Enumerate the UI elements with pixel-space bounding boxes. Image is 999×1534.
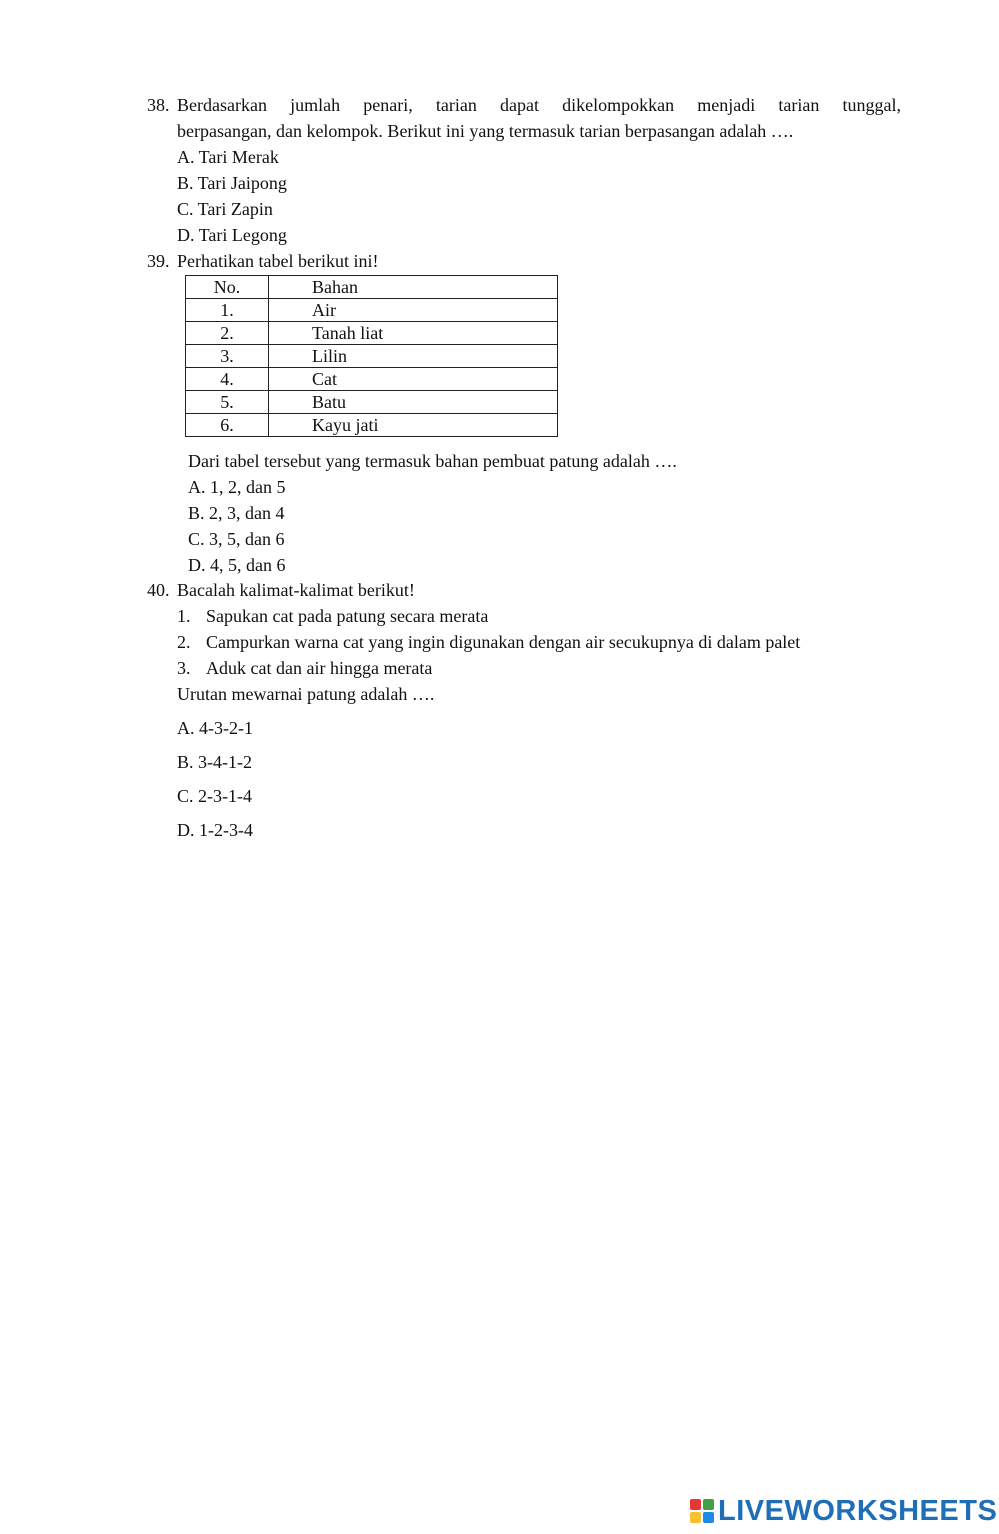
table-cell-no: 6. (186, 414, 269, 437)
q38-word: dapat (500, 95, 539, 115)
q38-option-a[interactable]: A. Tari Merak (177, 147, 279, 167)
table-cell-bahan: Cat (269, 368, 558, 391)
q38-word: Berdasarkan (177, 95, 267, 115)
q38-word: menjadi (697, 95, 756, 115)
q38-line1 (177, 94, 901, 116)
q38-word: dikelompokkan (562, 95, 675, 115)
q38-word: penari, (363, 95, 413, 115)
q40-option-c[interactable]: C. 2-3-1-4 (177, 786, 252, 806)
logo-square (690, 1512, 701, 1523)
table-cell-bahan: Batu (269, 391, 558, 414)
table-cell-no: 4. (186, 368, 269, 391)
liveworksheets-brand[interactable] (690, 1494, 997, 1528)
q38-line2: berpasangan, dan kelompok. Berikut ini yang termasuk tarian berpasangan adalah …. (177, 121, 794, 141)
table-cell-bahan: Lilin (269, 345, 558, 368)
q40-option-d[interactable]: D. 1-2-3-4 (177, 820, 253, 840)
logo-square (690, 1499, 701, 1510)
q38-word: jumlah (290, 95, 341, 115)
q40-step-number: 2. (177, 632, 191, 652)
q39-option-d[interactable]: D. 4, 5, dan 6 (188, 555, 286, 575)
logo-square (703, 1512, 714, 1523)
table-cell-no: 1. (186, 299, 269, 322)
table-header-row (186, 276, 558, 299)
brand-name: LIVEWORKSHEETS (718, 1494, 998, 1527)
table-row (186, 345, 558, 368)
q40-step-number: 3. (177, 658, 191, 678)
q38-option-d[interactable]: D. Tari Legong (177, 225, 287, 245)
q39-option-b[interactable]: B. 2, 3, dan 4 (188, 503, 285, 523)
table-row (186, 322, 558, 345)
q40-prompt: Bacalah kalimat-kalimat berikut! (177, 580, 415, 600)
q40-option-b[interactable]: B. 3-4-1-2 (177, 752, 252, 772)
q40-question: Urutan mewarnai patung adalah …. (177, 684, 435, 704)
table-header-no: No. (186, 276, 269, 299)
q38-word: tunggal, (842, 95, 901, 115)
q40-step-text: Sapukan cat pada patung secara merata (206, 606, 489, 626)
q39-question: Dari tabel tersebut yang termasuk bahan pembuat patung adalah …. (188, 451, 677, 471)
q39-option-c[interactable]: C. 3, 5, dan 6 (188, 529, 285, 549)
q40-step-text: Campurkan warna cat yang ingin digunakan dengan air secukupnya di dalam palet (206, 632, 801, 652)
q40-step-text: Aduk cat dan air hingga merata (206, 658, 433, 678)
q39-option-a[interactable]: A. 1, 2, dan 5 (188, 477, 286, 497)
table-cell-bahan: Air (269, 299, 558, 322)
q38-number: 38. (147, 95, 170, 115)
q40-number: 40. (147, 580, 170, 600)
table-row (186, 391, 558, 414)
q38-option-c[interactable]: C. Tari Zapin (177, 199, 273, 219)
q38-word: tarian (435, 95, 477, 115)
table-cell-bahan: Kayu jati (269, 414, 558, 437)
table-cell-no: 3. (186, 345, 269, 368)
liveworksheets-logo-icon (690, 1499, 714, 1523)
logo-square (703, 1499, 714, 1510)
table-row (186, 414, 558, 437)
bahan-table (185, 275, 558, 437)
q40-step-number: 1. (177, 606, 191, 626)
table-cell-no: 2. (186, 322, 269, 345)
table-row (186, 299, 558, 322)
q39-prompt: Perhatikan tabel berikut ini! (177, 251, 379, 271)
table-cell-bahan: Tanah liat (269, 322, 558, 345)
table-cell-no: 5. (186, 391, 269, 414)
table-row (186, 368, 558, 391)
table-header-bahan: Bahan (269, 276, 558, 299)
q40-option-a[interactable]: A. 4-3-2-1 (177, 718, 253, 738)
q38-option-b[interactable]: B. Tari Jaipong (177, 173, 287, 193)
q38-word: tarian (778, 95, 820, 115)
q39-number: 39. (147, 251, 170, 271)
